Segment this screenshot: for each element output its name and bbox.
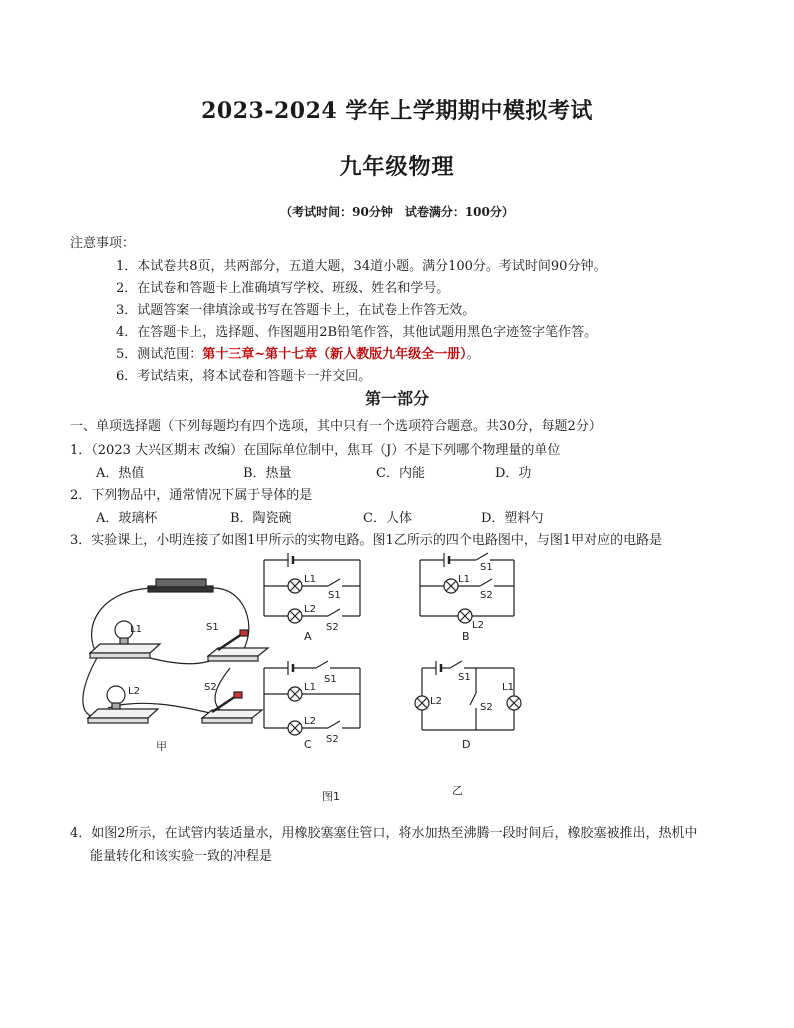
note-scope-label: 5．测试范围：	[116, 347, 203, 362]
note-scope-range: 第十三章~第十七章（新人教版九年级全一册）	[202, 347, 467, 362]
svg-text:S1: S1	[458, 672, 471, 683]
label-c: C	[304, 738, 312, 751]
note-item: 1．本试卷共8页，共两部分，五道大题，34道小题。满分100分。考试时间90分钟。	[116, 259, 607, 274]
svg-text:S1: S1	[480, 562, 493, 573]
svg-text:S2: S2	[480, 590, 493, 601]
jia-label-l2: L2	[128, 686, 140, 697]
jia-label-s1: S1	[206, 622, 219, 633]
svg-text:L1: L1	[458, 574, 470, 585]
svg-text:S2: S2	[326, 622, 339, 633]
q1-option-b: B．热量	[243, 466, 292, 481]
question-4-stem-line2: 能量转化和该实验一致的冲程是	[90, 849, 273, 864]
q2-option-c: C．人体	[363, 511, 412, 526]
note-item: 2．在试卷和答题卡上准确填写学校、班级、姓名和学号。	[116, 281, 450, 296]
question-4-stem: 4．如图2所示，在试管内装适量水，用橡胶塞塞住管口，将水加热至沸腾一段时间后，橡胶塞被推出，热机中	[70, 826, 698, 841]
q1-option-d: D．功	[495, 466, 532, 481]
q2-option-b: B．陶瓷碗	[230, 511, 292, 526]
note-item: 6．考试结束，将本试卷和答题卡一并交回。	[116, 369, 372, 384]
note-item: 3．试题答案一律填涂或书写在答题卡上，在试卷上作答无效。	[116, 303, 476, 318]
svg-text:S2: S2	[480, 702, 493, 713]
svg-text:L1: L1	[304, 682, 316, 693]
question-1-stem: 1．（2023 大兴区期末 改编）在国际单位制中，焦耳（J）不是下列哪个物理量的单位	[70, 443, 561, 458]
q2-option-d: D．塑料勺	[481, 511, 544, 526]
real-circuit-diagram	[83, 579, 268, 723]
question-3-stem: 3．实验课上，小明连接了如图1甲所示的实物电路。图1乙所示的四个电路图中，与图1甲对应的电路是	[70, 533, 663, 548]
label-jia: 甲	[156, 740, 167, 753]
q1-option-a: A．热值	[96, 466, 145, 481]
exam-info: （考试时间：90分钟 试卷满分：100分）	[280, 205, 514, 219]
figure-caption: 图1	[322, 790, 340, 803]
svg-text:L2: L2	[304, 604, 316, 615]
exam-title: 2023-2024 学年上学期期中模拟考试	[201, 98, 593, 124]
note-item: 4．在答题卡上，选择题、作图题用2B铅笔作答，其他试题用黑色字迹签字笔作答。	[116, 325, 598, 340]
jia-label-l1: L1	[130, 624, 142, 635]
note-scope-end: 。	[466, 347, 480, 362]
label-a: A	[304, 630, 312, 643]
circuit-b	[420, 553, 514, 623]
q1-option-c: C．内能	[376, 466, 425, 481]
svg-text:L1: L1	[304, 574, 316, 585]
label-d: D	[462, 738, 471, 751]
subject-title: 九年级物理	[339, 154, 455, 180]
svg-text:L1: L1	[502, 682, 514, 693]
question-2-stem: 2．下列物品中，通常情况下属于导体的是	[70, 488, 313, 503]
svg-text:S1: S1	[324, 674, 337, 685]
svg-text:L2: L2	[472, 620, 484, 631]
label-b: B	[462, 630, 470, 643]
notes-heading: 注意事项：	[70, 236, 136, 251]
figure-1-circuits	[60, 548, 540, 810]
jia-label-s2: S2	[204, 682, 217, 693]
section-heading: 一、单项选择题（下列每题均有四个选项，其中只有一个选项符合题意。共30分，每题2分）	[70, 419, 602, 434]
q2-option-a: A．玻璃杯	[96, 511, 158, 526]
svg-text:S1: S1	[328, 590, 341, 601]
svg-text:L2: L2	[304, 716, 316, 727]
svg-text:L2: L2	[430, 696, 442, 707]
part-title: 第一部分	[364, 389, 429, 408]
note-item	[116, 343, 480, 362]
label-yi: 乙	[452, 784, 463, 797]
svg-text:S2: S2	[326, 734, 339, 745]
